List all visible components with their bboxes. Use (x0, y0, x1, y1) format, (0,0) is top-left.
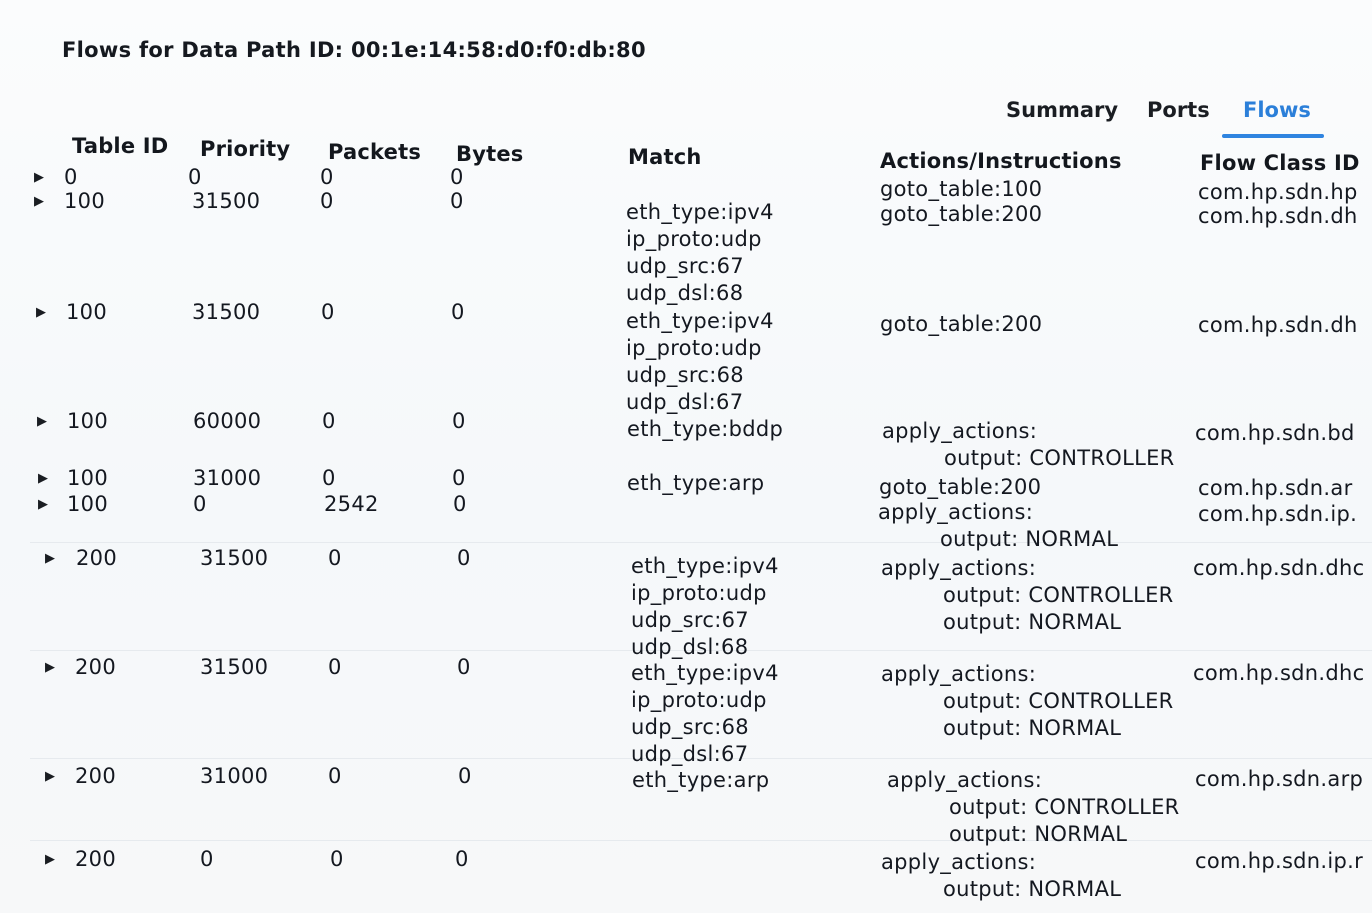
cell-priority: 0 (188, 165, 202, 189)
expand-row-triangle-right-icon[interactable]: ▶ (34, 170, 44, 185)
row-divider (30, 840, 1372, 841)
cell-flow-class-id: com.hp.sdn.dh (1198, 313, 1358, 337)
cell-action-line: apply_actions: (881, 850, 1037, 874)
cell-table-id: 200 (76, 546, 117, 570)
cell-match-line: eth_type:ipv4 (631, 661, 779, 685)
tab-ports[interactable]: Ports (1147, 98, 1210, 122)
cell-flow-class-id: com.hp.sdn.dh (1198, 204, 1358, 228)
cell-bytes: 0 (453, 492, 467, 516)
cell-action-line: output: CONTROLLER (943, 689, 1174, 713)
cell-match-line: eth_type:ipv4 (626, 200, 774, 224)
expand-row-triangle-right-icon[interactable]: ▶ (38, 497, 48, 512)
cell-priority: 31000 (200, 764, 269, 788)
cell-action-line: goto_table:200 (880, 202, 1043, 226)
expand-row-triangle-right-icon[interactable]: ▶ (45, 769, 55, 784)
cell-flow-class-id: com.hp.sdn.dhc (1193, 661, 1365, 685)
cell-priority: 31500 (192, 189, 261, 213)
cell-action-line: apply_actions: (881, 662, 1037, 686)
cell-action-line: output: CONTROLLER (944, 446, 1175, 470)
cell-bytes: 0 (452, 466, 466, 490)
cell-bytes: 0 (457, 546, 471, 570)
cell-table-id: 100 (67, 409, 108, 433)
cell-match-line: ip_proto:udp (631, 581, 767, 605)
cell-bytes: 0 (457, 655, 471, 679)
cell-action-line: output: NORMAL (943, 610, 1122, 634)
cell-bytes: 0 (452, 409, 466, 433)
cell-table-id: 100 (67, 466, 108, 490)
col-header-packets[interactable]: Packets (328, 140, 422, 164)
cell-match-line: udp_dsl:67 (626, 390, 744, 414)
cell-table-id: 100 (64, 189, 105, 213)
cell-match-line: udp_dsl:68 (626, 281, 744, 305)
cell-match-line: udp_dsl:68 (631, 635, 749, 659)
cell-match-line: eth_type:bddp (627, 417, 784, 441)
cell-bytes: 0 (458, 764, 472, 788)
col-header-priority[interactable]: Priority (200, 137, 291, 161)
expand-row-triangle-right-icon[interactable]: ▶ (38, 471, 48, 486)
cell-packets: 0 (328, 655, 342, 679)
cell-priority: 0 (193, 492, 207, 516)
cell-match-line: eth_type:ipv4 (631, 554, 779, 578)
cell-match-line: eth_type:arp (627, 471, 765, 495)
page-title: Flows for Data Path ID: 00:1e:14:58:d0:f0:db:80 (62, 38, 646, 62)
cell-flow-class-id: com.hp.sdn.ip.r (1195, 849, 1364, 873)
cell-priority: 60000 (193, 409, 262, 433)
cell-bytes: 0 (451, 300, 465, 324)
row-divider (30, 542, 1372, 543)
cell-packets: 0 (322, 466, 336, 490)
col-header-match[interactable]: Match (628, 145, 702, 169)
cell-packets: 0 (321, 300, 335, 324)
cell-match-line: ip_proto:udp (626, 336, 762, 360)
cell-flow-class-id: com.hp.sdn.arp (1195, 767, 1364, 791)
col-header-bytes[interactable]: Bytes (456, 142, 524, 166)
cell-priority: 31000 (193, 466, 262, 490)
cell-flow-class-id: com.hp.sdn.ip. (1198, 502, 1358, 526)
cell-action-line: output: NORMAL (943, 877, 1122, 901)
tab-summary[interactable]: Summary (1006, 98, 1119, 122)
cell-action-line: goto_table:200 (879, 475, 1042, 499)
cell-table-id: 100 (66, 300, 107, 324)
cell-action-line: output: CONTROLLER (943, 583, 1174, 607)
cell-bytes: 0 (450, 165, 464, 189)
cell-action-line: apply_actions: (882, 419, 1038, 443)
cell-packets: 0 (330, 847, 344, 871)
expand-row-triangle-right-icon[interactable]: ▶ (45, 660, 55, 675)
cell-flow-class-id: com.hp.sdn.hp (1198, 180, 1358, 204)
cell-action-line: apply_actions: (878, 500, 1034, 524)
cell-packets: 0 (328, 764, 342, 788)
cell-priority: 0 (200, 847, 214, 871)
cell-bytes: 0 (455, 847, 469, 871)
expand-row-triangle-right-icon[interactable]: ▶ (45, 852, 55, 867)
cell-match-line: ip_proto:udp (626, 227, 762, 251)
col-header-flow-class[interactable]: Flow Class ID (1200, 151, 1360, 175)
cell-match-line: eth_type:ipv4 (626, 309, 774, 333)
cell-action-line: output: NORMAL (949, 822, 1128, 846)
cell-action-line: output: CONTROLLER (949, 795, 1180, 819)
cell-action-line: apply_actions: (881, 556, 1037, 580)
cell-table-id: 200 (75, 764, 116, 788)
cell-packets: 0 (322, 409, 336, 433)
cell-match-line: ip_proto:udp (631, 688, 767, 712)
cell-priority: 31500 (192, 300, 261, 324)
expand-row-triangle-right-icon[interactable]: ▶ (34, 194, 44, 209)
cell-flow-class-id: com.hp.sdn.ar (1198, 476, 1353, 500)
active-tab-indicator (1222, 134, 1324, 138)
cell-match-line: udp_src:67 (631, 608, 749, 632)
cell-packets: 0 (328, 546, 342, 570)
cell-packets: 0 (320, 165, 334, 189)
cell-match-line: udp_src:68 (626, 363, 744, 387)
cell-table-id: 200 (75, 847, 116, 871)
cell-action-line: goto_table:200 (880, 312, 1043, 336)
cell-table-id: 100 (67, 492, 108, 516)
cell-table-id: 0 (64, 165, 78, 189)
cell-action-line: output: NORMAL (940, 527, 1119, 551)
cell-bytes: 0 (450, 189, 464, 213)
cell-flow-class-id: com.hp.sdn.dhc (1193, 556, 1365, 580)
cell-match-line: eth_type:arp (632, 768, 770, 792)
cell-match-line: udp_src:67 (626, 254, 744, 278)
col-header-actions[interactable]: Actions/Instructions (880, 149, 1122, 173)
cell-priority: 31500 (200, 546, 269, 570)
cell-match-line: udp_src:68 (631, 715, 749, 739)
cell-packets: 0 (320, 189, 334, 213)
cell-action-line: apply_actions: (887, 768, 1043, 792)
cell-packets: 2542 (324, 492, 379, 516)
expand-row-triangle-right-icon[interactable]: ▶ (37, 414, 47, 429)
tab-flows[interactable]: Flows (1243, 98, 1311, 122)
cell-table-id: 200 (75, 655, 116, 679)
cell-flow-class-id: com.hp.sdn.bd (1195, 421, 1355, 445)
expand-row-triangle-right-icon[interactable]: ▶ (36, 305, 46, 320)
cell-priority: 31500 (200, 655, 269, 679)
cell-match-line: udp_dsl:67 (631, 742, 749, 766)
col-header-table-id[interactable]: Table ID (72, 134, 169, 158)
expand-row-triangle-right-icon[interactable]: ▶ (45, 551, 55, 566)
cell-action-line: output: NORMAL (943, 716, 1122, 740)
cell-action-line: goto_table:100 (880, 177, 1043, 201)
